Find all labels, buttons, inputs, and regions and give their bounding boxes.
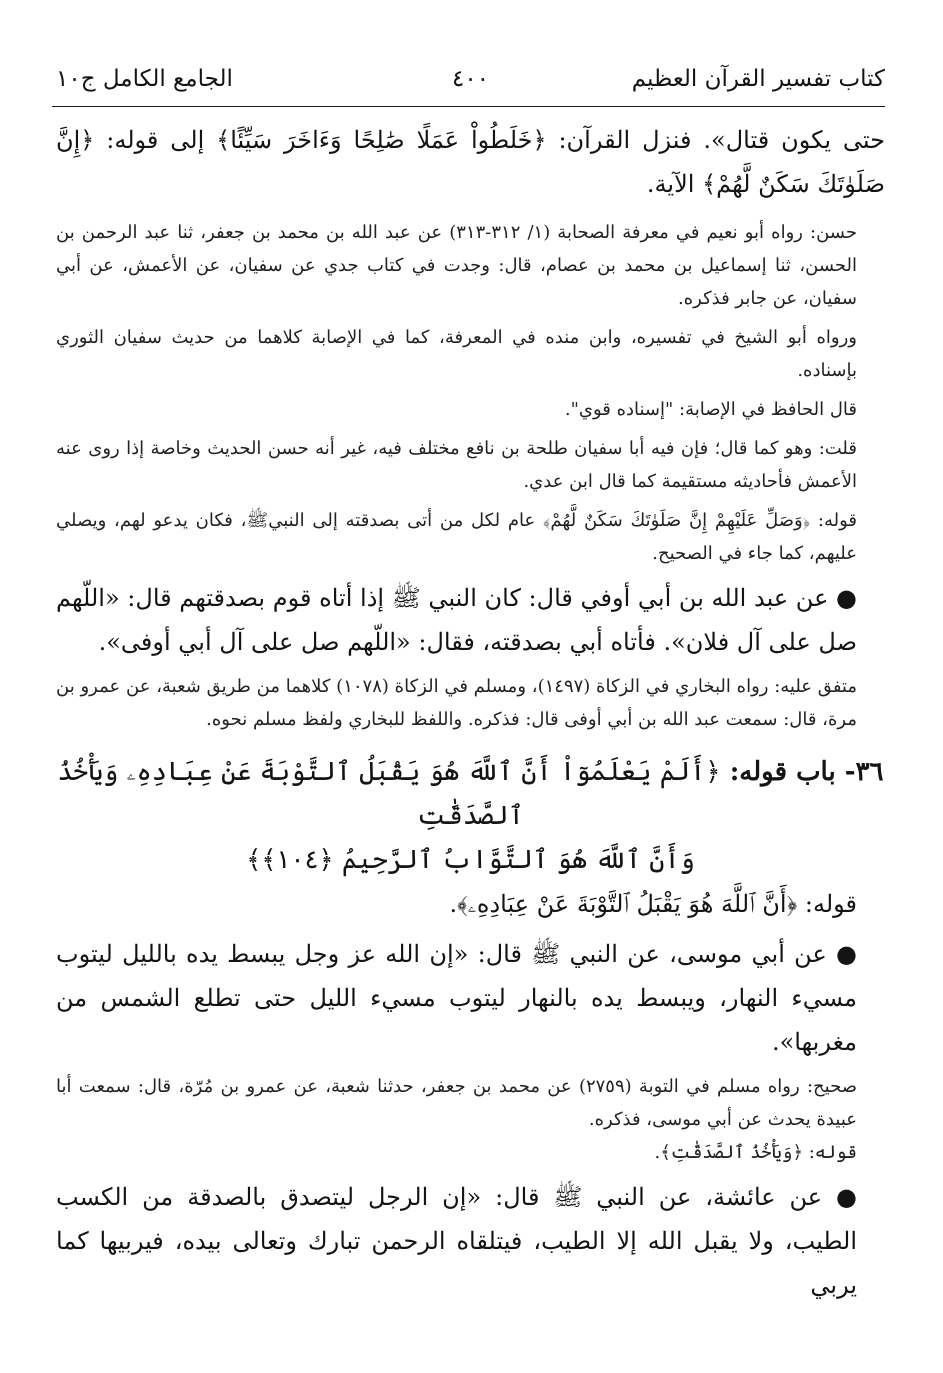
chapter-number: ٣٦-: [844, 757, 884, 787]
page-number: ٤٠٠: [451, 66, 490, 92]
verse-commentary-note: قوله: ﴿وَصَلِّ عَلَيْهِمْ إِنَّ صَلَوٰتَكَ سَكَنٌ لَّهُمْ﴾ عام لكل من أتى بصدقته إلى النبيﷺ، فكان يدعو لهم، ويصلي عليهم، كما جاء في الصحيح.: [56, 510, 857, 564]
hadith-grading-note: حسن: رواه أبو نعيم في معرفة الصحابة (١/ ٣١٢-٣١٣) عن عبد الله بن محمد بن جعفر، ثنا عبد الرحمن بن الحسن، ثنا إسماعيل بن محمد بن عصام، قال: وجدت في كتاب جدي عن سفيان، عن الأعمش، عن أبي سفيان، عن جابر فذكره.: [56, 222, 857, 309]
volume-title: الجامع الكامل ج١٠: [56, 66, 233, 92]
verse-quote-paragraph: قوله: ﴿أَنَّ ٱللَّهَ هُوَ يَقْبَلُ ٱلتَّوْبَةَ عَنْ عِبَادِهِۦ﴾.: [449, 890, 857, 918]
hadith-takhrij-note: متفق عليه: رواه البخاري في الزكاة (١٤٩٧)، ومسلم في الزكاة (١٠٧٨) كلاهما من طريق شعبة، عن عمرو بن مرة، قال: سمعت عبد الله بن أبي أوفى قال: فذكره. واللفظ للبخاري ولفظ مسلم نحوه.: [56, 676, 857, 730]
verse-quote-note: قوله: ﴿وَيَأْخُذُ ٱلصَّدَقَٰتِ﴾.: [654, 1142, 857, 1163]
header-rule: [52, 106, 885, 107]
running-head: [56, 62, 885, 102]
chapter-heading: [56, 750, 885, 882]
hadith-source-note: ورواه أبو الشيخ في تفسيره، وابن منده في المعرفة، كما في الإصابة كلاهما من حديث سفيان الثوري بإسناده.: [56, 327, 857, 381]
hadith-paragraph: ● عن أبي موسى، عن النبي ﷺ قال: «إن الله عز وجل يبسط يده بالليل ليتوب مسيء النهار، ويبسط يده بالنهار ليتوب مسيء الليل حتى تطلع الشمس من مغربها».: [56, 940, 857, 1056]
chapter-verse-line-1: ﴿أَلَمْ يَعْلَمُوٓاْ أَنَّ ٱللَّهَ هُوَ يَقْبَلُ ٱلتَّوْبَةَ عَنْ عِبَادِهِۦ وَيَأْخُذُ ٱلصَّدَقَٰتِ: [57, 757, 721, 831]
page-body: [56, 118, 885, 1307]
chapter-label: باب قوله:: [729, 757, 836, 787]
book-title: كتاب تفسير القرآن العظيم: [631, 66, 885, 92]
hafiz-quote-note: قال الحافظ في الإصابة: "إسناده قوي".: [564, 399, 857, 420]
hadith-takhrij-note: صحيح: رواه مسلم في التوبة (٢٧٥٩) عن محمد بن جعفر، حدثنا شعبة، عن عمرو بن مُرّة، قال: سمعت أبا عبيدة يحدث عن أبي موسى، فذكره.: [56, 1076, 857, 1130]
hadith-paragraph: ● عن عائشة، عن النبي ﷺ قال: «إن الرجل ليتصدق بالصدقة من الكسب الطيب، ولا يقبل الله إلا الطيب، فيتلقاه الرحمن تبارك وتعالى بيده، فيربيها كما يربي: [56, 1183, 857, 1299]
hadith-paragraph: ● عن عبد الله بن أبي أوفي قال: كان النبي ﷺ إذا أتاه قوم بصدقتهم قال: «اللّهم صل على آل فلان». فأتاه أبي بصدقته، فقال: «اللّهم صل على آل أبي أوفى».: [56, 584, 857, 656]
chapter-verse-line-2: وَأَنَّ ٱللَّهَ هُوَ ٱلتَّوَّابُ ٱلرَّحِيمُ ﴿١٠٤﴾﴾: [246, 845, 695, 875]
author-comment-note: قلت: وهو كما قال؛ فإن فيه أبا سفيان طلحة بن نافع مختلف فيه، غير أنه حسن الحديث وخاصة إذا روى عنه الأعمش فأحاديثه مستقيمة كما قال ابن عدي.: [56, 438, 858, 492]
main-text-paragraph: حتى يكون قتال». فنزل القرآن: ﴿خَلَطُواْ عَمَلًا صَٰلِحًا وَءَاخَرَ سَيِّئًا﴾ إلى قوله: ﴿إِنَّ صَلَوٰتَكَ سَكَنٌ لَّهُمْ﴾ الآية.: [56, 126, 885, 198]
